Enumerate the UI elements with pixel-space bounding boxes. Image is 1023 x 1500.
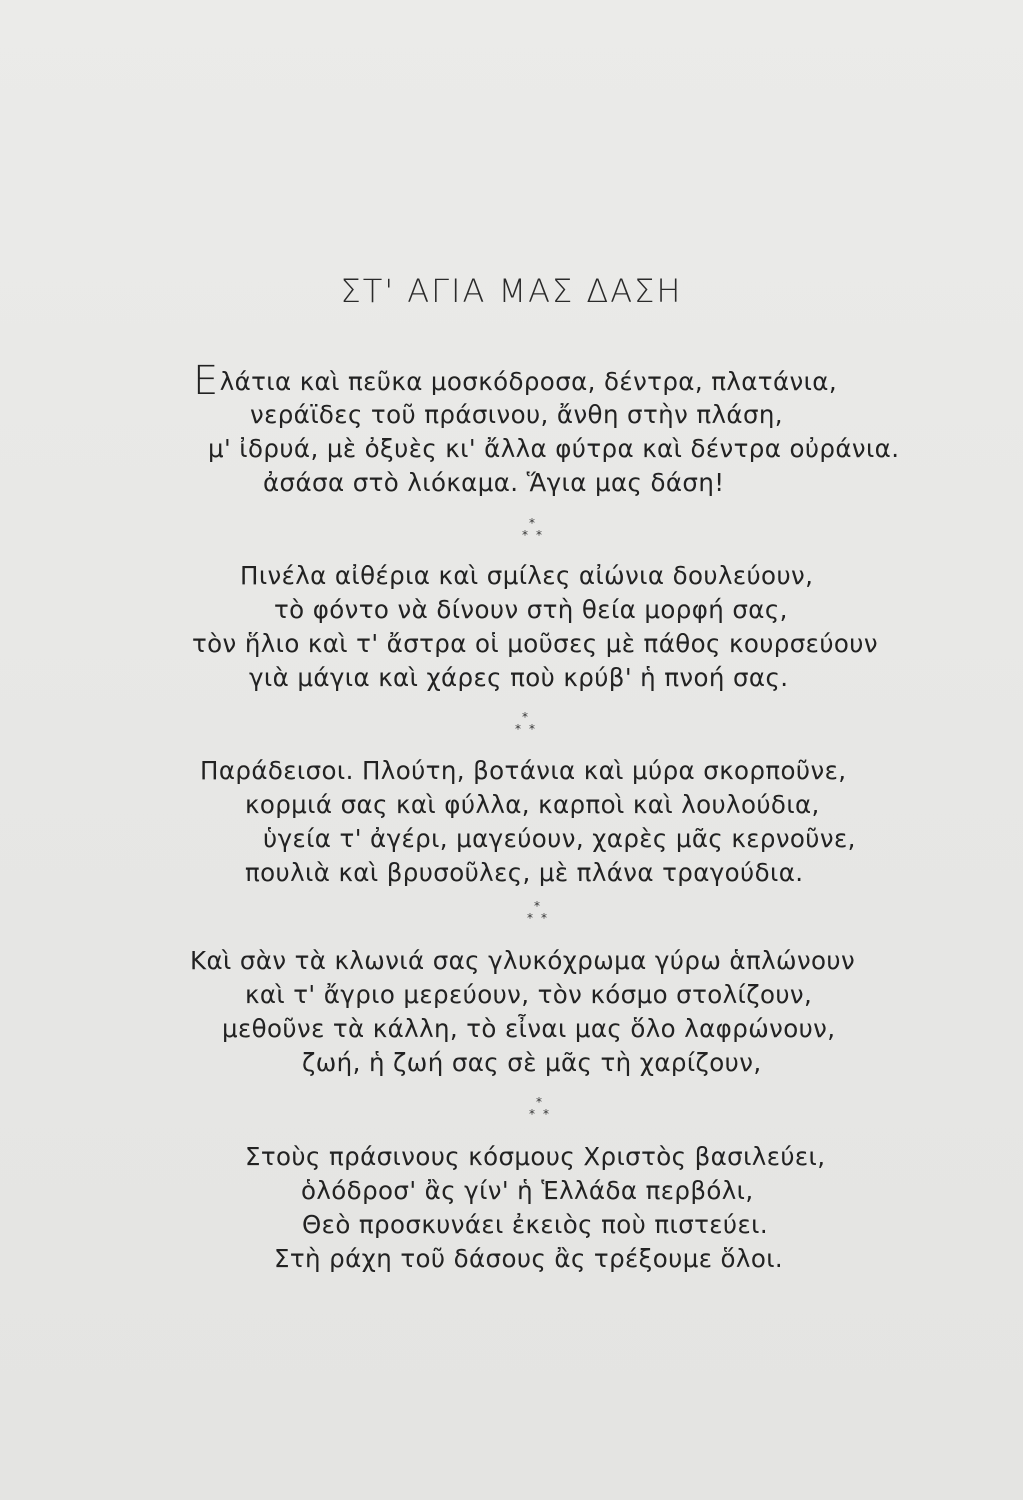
poem-line: Θεὸ προσκυνάει ἐκειὸς ποὺ πιστεύει. xyxy=(302,1210,769,1239)
asterisk: * xyxy=(541,911,547,925)
poem-line: Στὴ ράχη τοῦ δάσους ἂς τρέξουμε ὅλοι. xyxy=(274,1244,784,1273)
poem-line: μ' ἰδρυά, μὲ ὀξυὲς κι' ἄλλα φύτρα καὶ δέντρα οὐράνια. xyxy=(208,434,900,463)
poem-title: ΣΤ' ΑΓΙΑ ΜΑΣ ΔΑΣΗ xyxy=(340,272,683,310)
poem-line: ζωή, ἡ ζωή σας σὲ μᾶς τὴ χαρίζουν, xyxy=(302,1048,762,1077)
poem-line: Παράδεισοι. Πλούτη, βοτάνια καὶ μύρα σκορποῦνε, xyxy=(200,756,847,785)
poem-line: τὸν ἥλιο καὶ τ' ἄστρα οἱ μοῦσες μὲ πάθος κουρσεύουν xyxy=(192,629,878,658)
poem-line: ἀσάσα στὸ λιόκαμα. Ἅγια μας δάση! xyxy=(263,468,725,497)
asterisk: * xyxy=(529,1107,535,1121)
drop-initial: Ε xyxy=(193,358,219,404)
poem-line-text: λάτια καὶ πεῦκα μοσκόδροσα, δέντρα, πλατάνια, xyxy=(219,367,838,396)
poem-line: πουλιὰ καὶ βρυσοῦλες, μὲ πλάνα τραγούδια. xyxy=(245,858,804,887)
poem-line: Στοὺς πράσινους κόσμους Χριστὸς βασιλεύει, xyxy=(245,1142,826,1171)
asterisk: * xyxy=(534,899,540,913)
asterisk: * xyxy=(529,722,535,736)
poem-line: καὶ τ' ἄγριο μερεύουν, τὸν κόσμο στολίζουν, xyxy=(245,980,813,1009)
asterisk: * xyxy=(527,911,533,925)
asterisk: * xyxy=(536,1095,542,1109)
poem-line xyxy=(193,358,838,404)
stanza-separator xyxy=(527,1096,557,1122)
stanza-separator xyxy=(520,517,550,543)
poem-line: τὸ φόντο νὰ δίνουν στὴ θεία μορφή σας, xyxy=(274,595,788,624)
asterisk: * xyxy=(522,710,528,724)
asterisk: * xyxy=(522,528,528,542)
poem-line: κορμιά σας καὶ φύλλα, καρποὶ καὶ λουλούδια, xyxy=(245,790,820,819)
poem-line: ὑγεία τ' ἀγέρι, μαγεύουν, χαρὲς μᾶς κερνοῦνε, xyxy=(263,824,856,853)
stanza-separator xyxy=(525,900,555,926)
poem-line: Καὶ σὰν τὰ κλωνιά σας γλυκόχρωμα γύρω ἁπλώνουν xyxy=(190,946,856,975)
poem-line: νεράϊδες τοῦ πράσινου, ἄνθη στὴν πλάση, xyxy=(250,400,783,429)
asterisk: * xyxy=(543,1107,549,1121)
poem-line: μεθοῦνε τὰ κάλλη, τὸ εἶναι μας ὅλο λαφρώνουν, xyxy=(222,1014,836,1043)
stanza-separator xyxy=(513,711,543,737)
poem-line: ὁλόδροσ' ἂς γίν' ἡ Ἑλλάδα περβόλι, xyxy=(301,1176,754,1205)
asterisk: * xyxy=(536,528,542,542)
poem-line: γιὰ μάγια καὶ χάρες ποὺ κρύβ' ἡ πνοή σας. xyxy=(249,663,789,692)
asterisk: * xyxy=(515,722,521,736)
asterisk: * xyxy=(529,516,535,530)
poem-line: Πινέλα αἰθέρια καὶ σμίλες αἰώνια δουλεύουν, xyxy=(240,561,814,590)
